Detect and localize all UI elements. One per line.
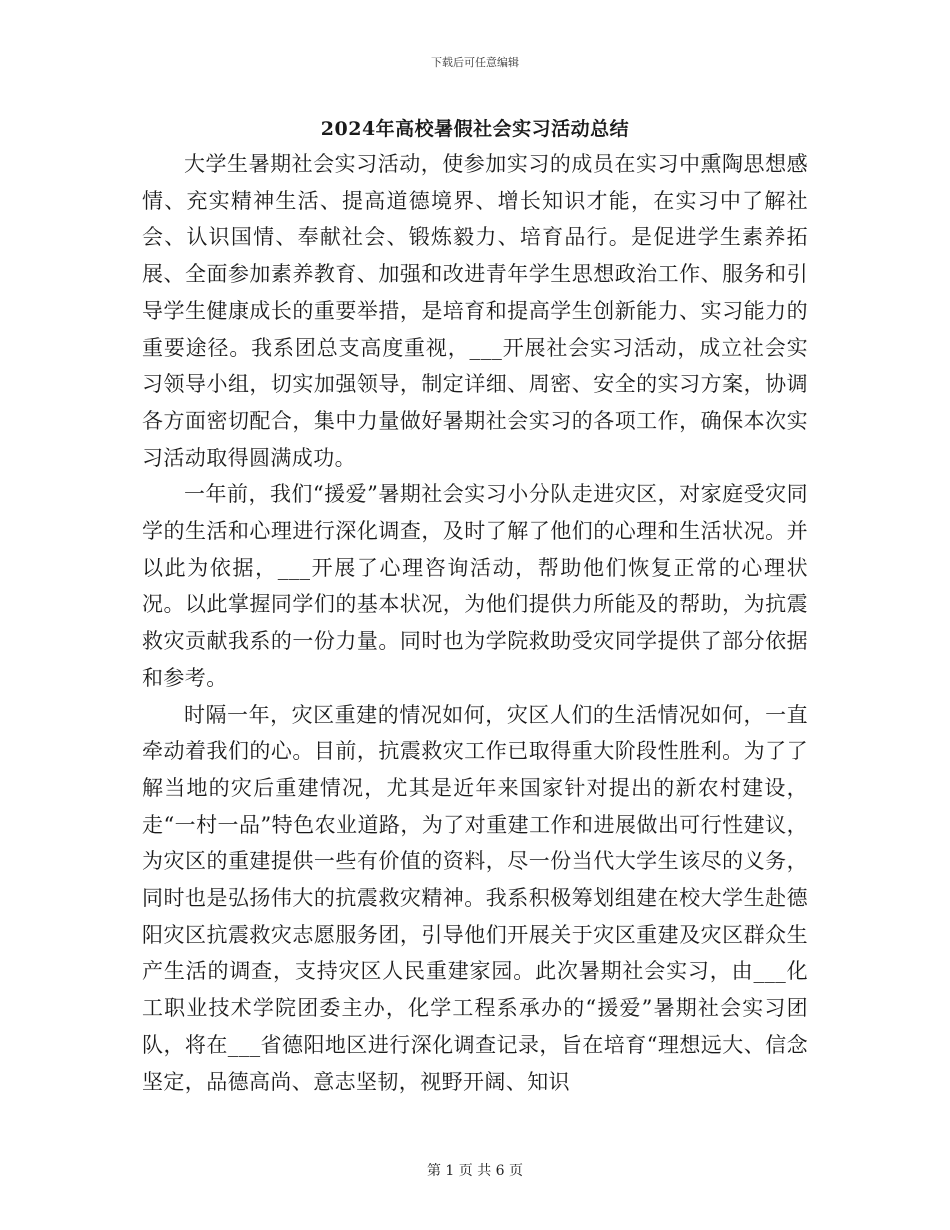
document-body — [142, 146, 808, 1100]
paragraph: 一年前，我们“援爱”暑期社会实习小分队走进灾区，对家庭受灾同学的生活和心理进行深化调查，及时了解了他们的心理和生活状况。并以此为依据，___开展了心理咨询活动，帮助他们恢复正常的心理状况。以此掌握同学们的基本状况，为他们提供力所能及的帮助，为抗震救灾贡献我系的一份力量。同时也为学院救助受灾同学提供了部分依据和参考。 — [142, 482, 808, 690]
paragraph: 时隔一年，灾区重建的情况如何，灾区人们的生活情况如何，一直牵动着我们的心。目前，抗震救灾工作已取得重大阶段性胜利。为了了解当地的灾后重建情况，尤其是近年来国家针对提出的新农村建设，走“一村一品”特色农业道路，为了对重建工作和进展做出可行性建议，为灾区的重建提供一些有价值的资料，尽一份当代大学生该尽的义务，同时也是弘扬伟大的抗震救灾精神。我系积极筹划组建在校大学生赴德阳灾区抗震救灾志愿服务团，引导他们开展关于灾区重建及灾区群众生产生活的调查，支持灾区人民重建家园。此次暑期社会实习，由___化工职业技术学院团委主办，化学工程系承办的“援爱”暑期社会实习团队，将在___省德阳地区进行深化调查记录，旨在培育“理想远大、信念坚定，品德高尚、意志坚韧，视野开阔、知识 — [142, 702, 808, 1094]
page-number: 第 1 页 共 6 页 — [426, 1163, 524, 1179]
paragraph: 大学生暑期社会实习活动，使参加实习的成员在实习中熏陶思想感情、充实精神生活、提高道德境界、增长知识才能，在实习中了解社会、认识国情、奉献社会、锻炼毅力、培育品行。是促进学生素养拓展、全面参加素养教育、加强和改进青年学生思想政治工作、服务和引导学生健康成长的重要举措，是培育和提高学生创新能力、实习能力的重要途径。我系团总支高度重视，___开展社会实习活动，成立社会实习领导小组，切实加强领导，制定详细、周密、安全的实习方案，协调各方面密切配合，集中力量做好暑期社会实习的各项工作，确保本次实习活动取得圆满成功。 — [142, 152, 808, 470]
document-title: 2024年高校暑假社会实习活动总结 — [320, 118, 630, 140]
header-note: 下载后可任意编辑 — [431, 56, 519, 69]
